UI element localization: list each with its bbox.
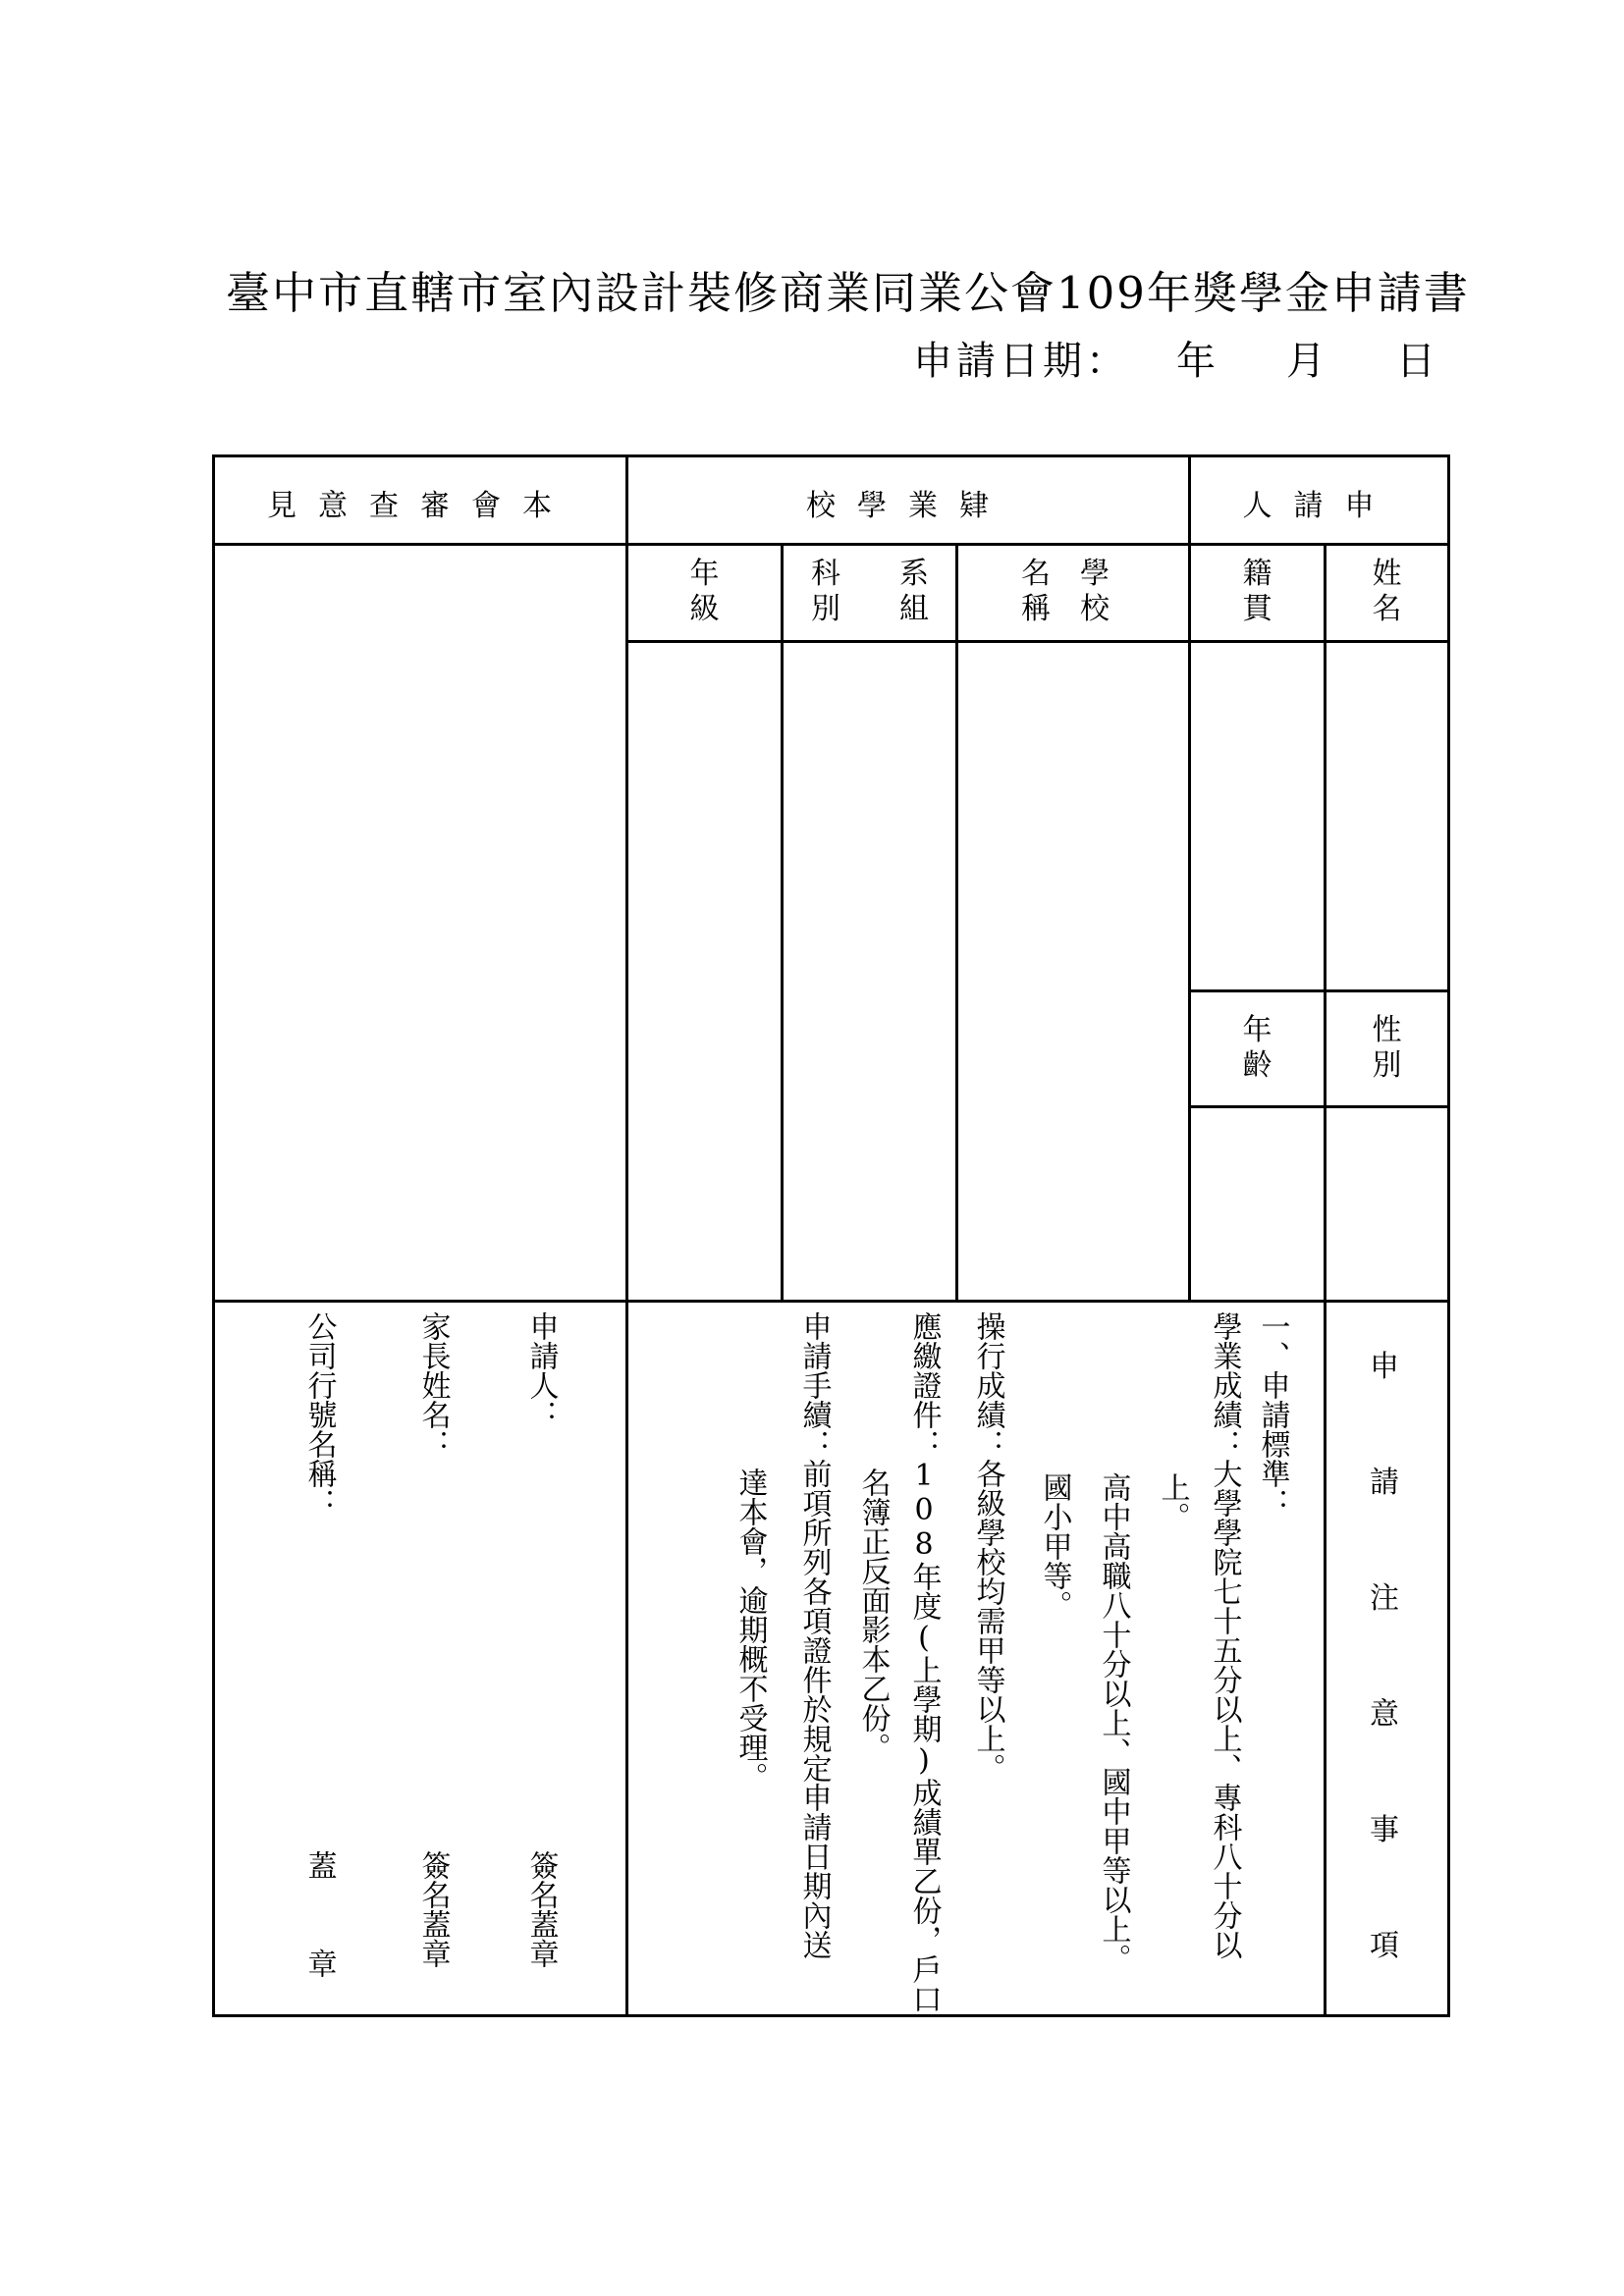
header-row-divider: [212, 543, 1450, 546]
applicant-seal-label: 簽名蓋章: [523, 1850, 559, 1968]
page-title: 臺中市直轄市室內設計裝修商業同業公會109年獎學金申請書: [226, 267, 1470, 319]
native-char-1: 籍: [1242, 557, 1272, 591]
header-applicant: 人請申: [1242, 489, 1396, 523]
notes-header-char-1: 申: [1370, 1350, 1399, 1384]
grade-char-2: 級: [689, 592, 720, 626]
header-review-opinion: 見意查審會本: [267, 489, 573, 523]
school-name-char-1: 名: [1021, 557, 1051, 591]
company-seal-char-1: 蓋: [301, 1850, 337, 1880]
application-date-label: 申請日期：: [913, 339, 1129, 384]
notes-row-divider: [212, 1300, 1450, 1303]
gender-char-2: 別: [1372, 1048, 1402, 1083]
notes-line-10: 達本會，逾期概不受理。: [732, 1468, 768, 1791]
company-name-label: 公司行號名稱：: [301, 1311, 337, 1518]
table-border-top: [212, 454, 1450, 457]
subheader-row-divider: [625, 640, 1450, 643]
subheader-name: [1326, 557, 1447, 627]
date-day-unit: 日: [1396, 339, 1435, 384]
grade-char-1: 年: [689, 557, 720, 591]
notes-header-char-4: 意: [1370, 1697, 1399, 1732]
notes-line-2: 學業成績：大學學院七十五分以上、專科八十分以: [1207, 1311, 1242, 1959]
grade-dept-divider: [781, 543, 784, 1303]
name-char-1: 姓: [1372, 557, 1402, 591]
notes-line-7: 應繳證件：108年度(上學期)成績單乙份，戶口: [906, 1311, 942, 2013]
header-school-enrolled: 校學業肄: [806, 489, 1010, 523]
table-border-bottom: [212, 2014, 1450, 2017]
subheader-grade: [628, 557, 781, 627]
school-name-char-2: 學: [1080, 557, 1110, 591]
school-name-char-3: 稱: [1021, 592, 1051, 626]
notes-line-1: 一、申請標準：: [1255, 1311, 1290, 1518]
notes-line-6: 操行成績：各級學校均需甲等以上。: [970, 1311, 1005, 1783]
notes-line-4: 高中高職八十分以上、國中甲等以上。: [1096, 1472, 1131, 1973]
parent-name-label: 家長姓名：: [415, 1311, 451, 1459]
label-gender: [1326, 1013, 1447, 1084]
dept-char-1: 科: [811, 557, 840, 591]
dept-char-3: 別: [811, 592, 840, 626]
native-name-divider: [1324, 543, 1326, 2017]
parent-seal-label: 簽名蓋章: [415, 1850, 451, 1968]
native-char-2: 貫: [1242, 592, 1272, 626]
notes-line-3: 上。: [1155, 1472, 1190, 1531]
subheader-school-name: [1021, 557, 1110, 627]
notes-header-char-5: 事: [1370, 1813, 1399, 1847]
company-seal-char-2: 章: [301, 1949, 337, 1978]
name-char-2: 名: [1372, 592, 1402, 626]
notes-header-char-2: 請: [1370, 1466, 1399, 1500]
dept-char-4: 組: [899, 592, 929, 626]
review-column-divider: [625, 454, 628, 2017]
notes-line-9: 申請手續：前項所列各項證件於規定申請日期內送: [796, 1311, 832, 1959]
school-name-char-4: 校: [1080, 592, 1110, 626]
age-row-bottom: [1189, 1105, 1450, 1108]
applicant-label: 申請人：: [523, 1311, 559, 1429]
dept-school-divider: [955, 543, 958, 1303]
subheader-department: [811, 557, 929, 627]
table-border-left: [212, 454, 215, 2017]
age-row-top: [1189, 989, 1450, 992]
label-age: [1191, 1013, 1324, 1084]
table-border-right: [1447, 454, 1450, 2017]
notes-header-char-6: 項: [1370, 1929, 1399, 1963]
age-char-2: 齡: [1242, 1048, 1272, 1083]
subheader-native-place: [1191, 557, 1324, 627]
dept-char-2: 系: [899, 557, 929, 591]
date-year-unit: 年: [1176, 339, 1216, 384]
notes-header-char-3: 注: [1370, 1581, 1399, 1616]
age-char-1: 年: [1242, 1013, 1272, 1047]
date-month-unit: 月: [1286, 339, 1326, 384]
notes-line-8: 名簿正反面影本乙份。: [855, 1468, 891, 1762]
gender-char-1: 性: [1372, 1013, 1402, 1047]
notes-line-5: 國小甲等。: [1037, 1472, 1072, 1620]
